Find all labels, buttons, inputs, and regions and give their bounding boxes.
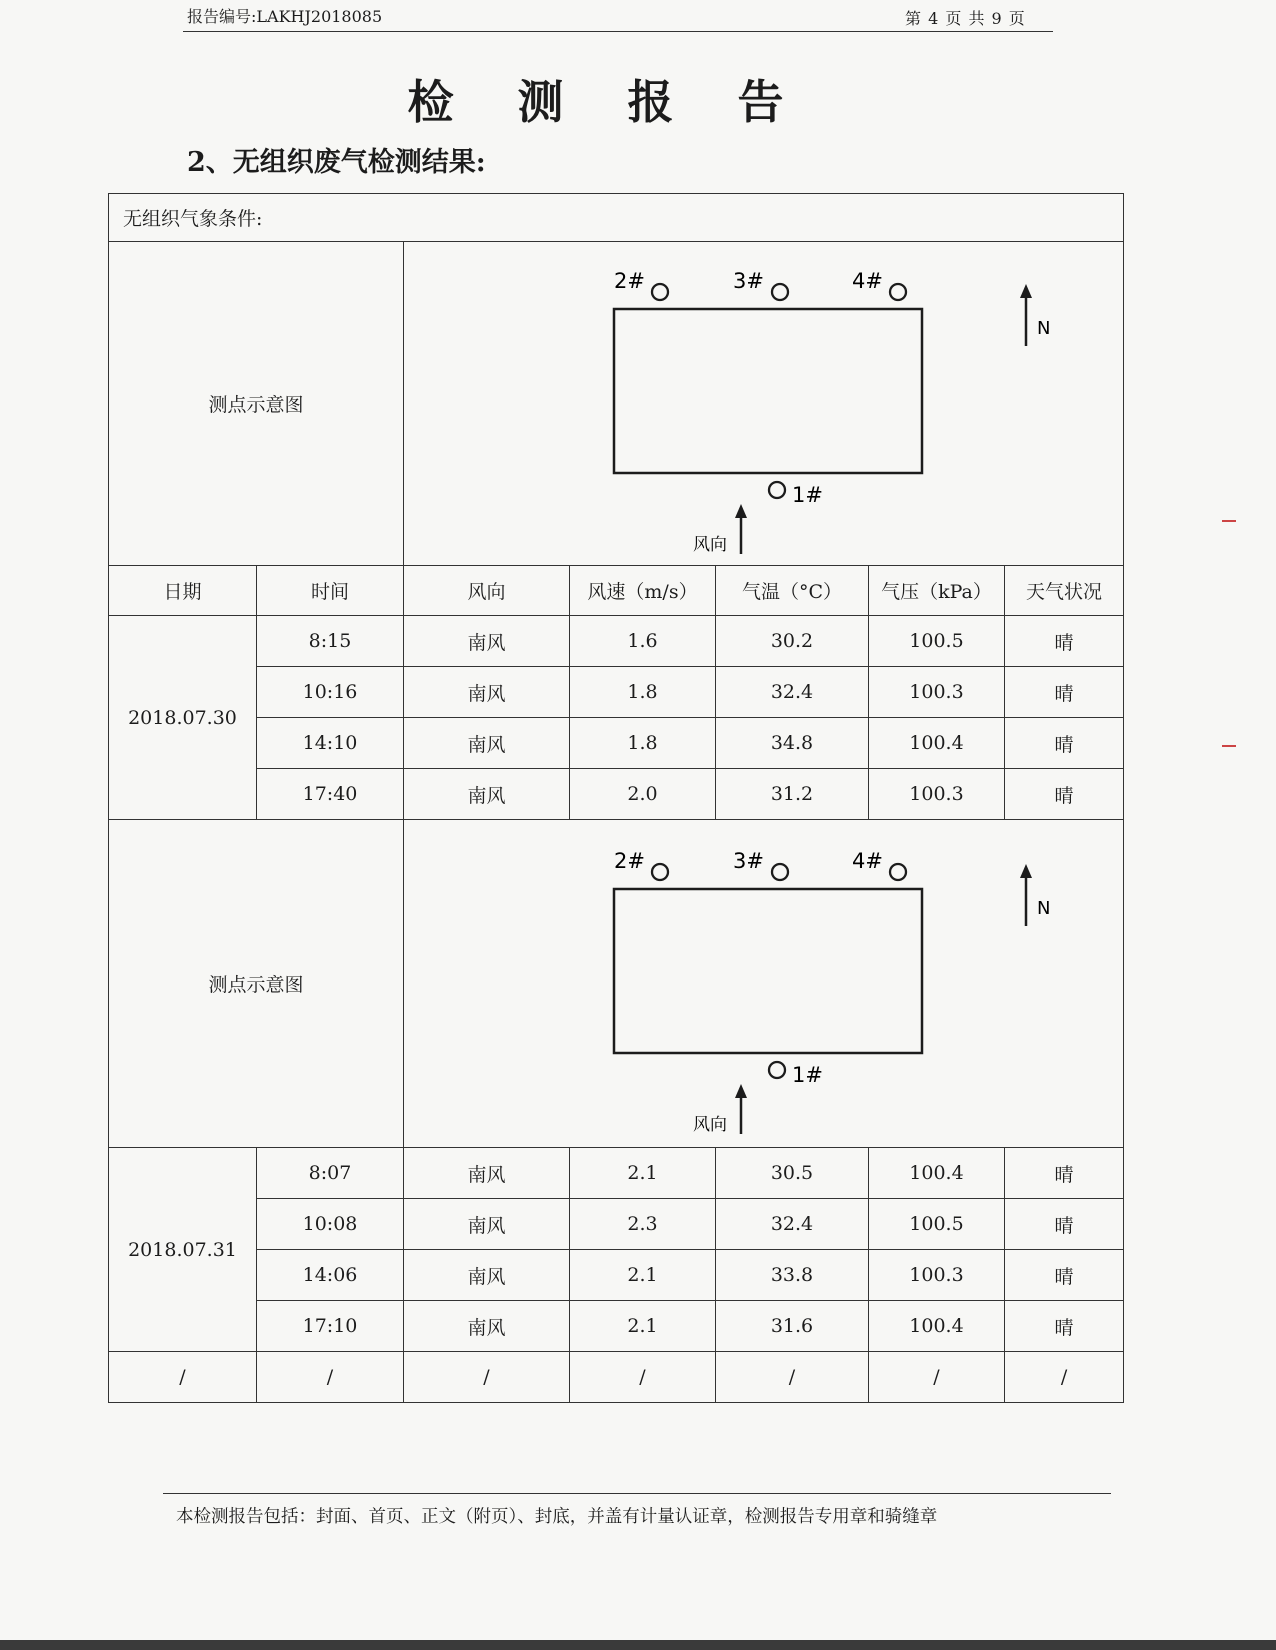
north-arrow-head-icon [1020,284,1032,298]
sketch-drawing [434,834,1094,1134]
site-outline [614,889,922,1053]
wind-dir-cell: 南风 [404,667,570,718]
weather-cell: 晴 [1005,1199,1124,1250]
wind-dir-cell: 南风 [404,1199,570,1250]
weather-cell: 晴 [1005,1148,1124,1199]
point-1-label: 1# [791,482,823,507]
wind-label: 风向 [692,534,727,554]
north-label: N [1036,897,1050,919]
pressure-cell: 100.4 [869,718,1005,769]
point-1-marker [769,1062,785,1078]
weather-cell: 晴 [1005,769,1124,820]
col-wind-speed: 风速（m/s） [570,566,716,616]
page-info: 第 4 页 共 9 页 [905,9,1026,28]
temp-cell: 32.4 [716,667,869,718]
wind-dir-cell: 南风 [404,1301,570,1352]
empty-cell: / [109,1352,257,1403]
weather-cell: 晴 [1005,667,1124,718]
point-2-label: 2# [613,268,645,293]
weather-cell: 晴 [1005,1301,1124,1352]
empty-cell: / [570,1352,716,1403]
date-cell: 2018.07.31 [109,1148,257,1352]
table-row [109,1199,1124,1250]
seal-edge-mark [1222,520,1236,522]
temp-cell: 32.4 [716,1199,869,1250]
point-2-marker [652,284,668,300]
table-row [109,1148,1124,1199]
col-weather: 天气状况 [1005,566,1124,616]
pressure-cell: 100.3 [869,667,1005,718]
weather-cell: 晴 [1005,1250,1124,1301]
temp-cell: 31.6 [716,1301,869,1352]
north-label: N [1036,317,1050,339]
empty-cell: / [257,1352,404,1403]
col-temp: 气温（°C） [716,566,869,616]
wind-speed-cell: 2.1 [570,1250,716,1301]
section-title: 2、无组织废气检测结果: [187,147,486,178]
scan-edge-band [0,1640,1276,1650]
empty-cell: / [869,1352,1005,1403]
temp-cell: 33.8 [716,1250,869,1301]
point-4-label: 4# [851,848,883,873]
footer-divider [163,1493,1111,1494]
sketch-label: 测点示意图 [109,242,404,566]
time-cell: 8:15 [257,616,404,667]
sampling-point-sketch [404,820,1124,1148]
weather-cell: 晴 [1005,718,1124,769]
temp-cell: 30.2 [716,616,869,667]
weather-cell: 晴 [1005,616,1124,667]
empty-cell: / [1005,1352,1124,1403]
point-3-label: 3# [732,268,764,293]
header-divider [183,31,1053,32]
sampling-point-sketch [404,242,1124,566]
pressure-cell: 100.5 [869,1199,1005,1250]
col-time: 时间 [257,566,404,616]
point-3-label: 3# [732,848,764,873]
point-3-marker [772,284,788,300]
report-number: 报告编号:LAKHJ2018085 [187,7,383,26]
wind-speed-cell: 1.8 [570,718,716,769]
wind-speed-cell: 2.3 [570,1199,716,1250]
pressure-cell: 100.3 [869,1250,1005,1301]
time-cell: 10:08 [257,1199,404,1250]
table-row [109,718,1124,769]
wind-dir-cell: 南风 [404,616,570,667]
col-date: 日期 [109,566,257,616]
temp-cell: 30.5 [716,1148,869,1199]
footer-note: 本检测报告包括：封面、首页、正文（附页）、封底，并盖有计量认证章，检测报告专用章和骑缝章 [176,1507,938,1527]
wind-speed-cell: 2.0 [570,769,716,820]
point-2-label: 2# [613,848,645,873]
wind-arrow-head-icon [735,504,747,518]
wind-dir-cell: 南风 [404,1148,570,1199]
north-arrow-head-icon [1020,864,1032,878]
conditions-label: 无组织气象条件: [109,194,1124,242]
wind-dir-cell: 南风 [404,769,570,820]
time-cell: 17:40 [257,769,404,820]
table-row [109,667,1124,718]
point-1-label: 1# [791,1062,823,1087]
point-2-marker [652,864,668,880]
col-wind-dir: 风向 [404,566,570,616]
empty-cell: / [716,1352,869,1403]
temp-cell: 31.2 [716,769,869,820]
empty-cell: / [404,1352,570,1403]
point-4-marker [890,284,906,300]
wind-dir-cell: 南风 [404,1250,570,1301]
table-row [109,769,1124,820]
wind-dir-cell: 南风 [404,718,570,769]
time-cell: 10:16 [257,667,404,718]
page-title: 检 测 报 告 [407,75,808,129]
point-4-marker [890,864,906,880]
table-row [109,1301,1124,1352]
temp-cell: 34.8 [716,718,869,769]
point-3-marker [772,864,788,880]
seal-edge-mark [1222,745,1236,747]
wind-speed-cell: 2.1 [570,1148,716,1199]
time-cell: 14:06 [257,1250,404,1301]
wind-label: 风向 [692,1114,727,1134]
wind-speed-cell: 2.1 [570,1301,716,1352]
empty-row [109,1352,1124,1403]
wind-speed-cell: 1.6 [570,616,716,667]
table-row [109,616,1124,667]
wind-arrow-head-icon [735,1084,747,1098]
site-outline [614,309,922,473]
weather-conditions-table [108,193,1124,1403]
header-row [109,566,1124,616]
sketch-label: 测点示意图 [109,820,404,1148]
point-4-label: 4# [851,268,883,293]
pressure-cell: 100.4 [869,1301,1005,1352]
wind-speed-cell: 1.8 [570,667,716,718]
date-cell: 2018.07.30 [109,616,257,820]
sketch-drawing [434,254,1094,554]
time-cell: 8:07 [257,1148,404,1199]
table-row [109,1250,1124,1301]
time-cell: 17:10 [257,1301,404,1352]
point-1-marker [769,482,785,498]
col-pressure: 气压（kPa） [869,566,1005,616]
pressure-cell: 100.4 [869,1148,1005,1199]
pressure-cell: 100.5 [869,616,1005,667]
pressure-cell: 100.3 [869,769,1005,820]
time-cell: 14:10 [257,718,404,769]
